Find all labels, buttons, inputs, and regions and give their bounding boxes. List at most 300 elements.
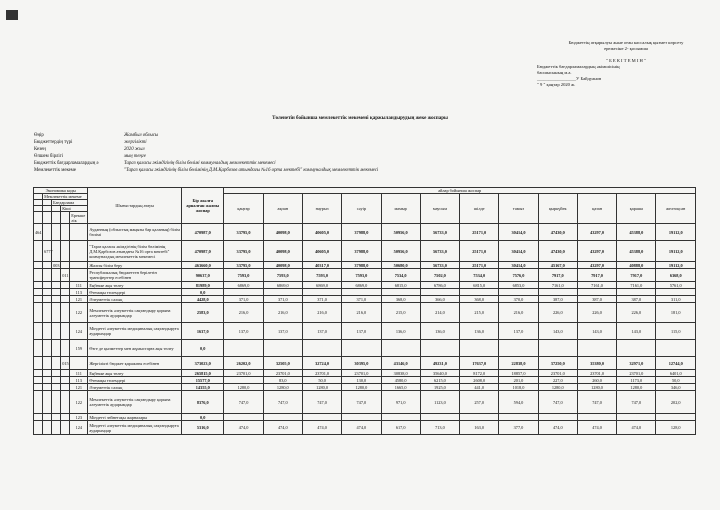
month-cell: 201,0	[499, 377, 538, 384]
spec-header: Ерекше лік	[70, 212, 88, 224]
code-cell	[43, 357, 52, 370]
month-cell: 19112,0	[656, 224, 696, 241]
code-cell	[61, 224, 70, 241]
month-cell: 226,0	[577, 303, 616, 323]
total-cell: 470987,0	[182, 241, 224, 262]
month-cell: 7161,0	[538, 282, 577, 289]
month-cell: 25171,0	[460, 241, 499, 262]
code-cell	[34, 414, 43, 421]
month-cell: 56733,0	[420, 262, 459, 269]
table-row	[34, 357, 696, 370]
name-cell: Мемлекеттік әлеуметтік сақтандыру қорына әлеуметтік аударымдар	[88, 391, 182, 414]
month-cell: 1280,0	[342, 384, 381, 391]
month-cell: 30395,0	[342, 357, 381, 370]
month-cell: 26202,0	[224, 357, 263, 370]
month-cell: 33795,0	[224, 262, 263, 269]
table-row	[34, 377, 696, 384]
month-cell: 7917,0	[617, 269, 656, 282]
month-cell: 163,0	[460, 421, 499, 435]
meta-value: 2020 жыл	[124, 147, 145, 152]
code-cell	[70, 357, 88, 370]
month-cell	[538, 340, 577, 357]
month-cell: 37250,0	[538, 357, 577, 370]
name-cell: Міндетті зейнетақы жарналары	[88, 414, 182, 421]
month-cell: 30414,0	[499, 224, 538, 241]
month-cell: 37988,0	[342, 224, 381, 241]
month-cell: 50,0	[656, 377, 696, 384]
code-cell	[52, 414, 61, 421]
code-cell	[34, 269, 43, 282]
month-cell	[460, 340, 499, 357]
month-cell: 43146,0	[381, 357, 420, 370]
name-cell: Еңбекке ақы төлеу	[88, 282, 182, 289]
month-cell: 47430,0	[538, 224, 577, 241]
month-cell: 115,0	[656, 323, 696, 340]
month-cell: 23701,0	[577, 370, 616, 377]
month-cell: 7917,0	[577, 269, 616, 282]
code-cell	[61, 421, 70, 435]
meta-value: мың теңге	[124, 154, 146, 159]
month-cell: 226,0	[617, 303, 656, 323]
month-cell: 30414,0	[499, 262, 538, 269]
month-header: мамыр	[381, 194, 420, 224]
month-header: ақпан	[263, 194, 302, 224]
month-cell: 30414,0	[499, 241, 538, 262]
table-row	[34, 384, 696, 391]
month-cell: 216,0	[224, 303, 263, 323]
month-cell: 387,0	[538, 296, 577, 303]
month-cell: 23701,0	[302, 370, 341, 377]
total-cell: 265815,0	[182, 370, 224, 377]
table-row	[34, 421, 696, 435]
meta-key: Өлшем бірлігі	[34, 154, 64, 159]
total-cell: 2583,0	[182, 303, 224, 323]
code-cell	[52, 269, 61, 282]
table-row	[34, 224, 696, 241]
month-cell: 23701,0	[617, 370, 656, 377]
month-cell: 137,0	[342, 323, 381, 340]
month-cell: 35380,0	[577, 357, 616, 370]
table-row	[34, 241, 696, 262]
code-cell	[52, 224, 61, 241]
meta-key: Бюджеттердің түрі	[34, 140, 73, 145]
code-cell	[43, 414, 52, 421]
total-cell: 5316,0	[182, 421, 224, 435]
month-cell: 25171,0	[460, 262, 499, 269]
month-cell: 370,0	[499, 296, 538, 303]
month-cell	[617, 414, 656, 421]
approval-line3: Бюджеттік бағдарламалардың әкімшісінің	[537, 64, 620, 69]
month-header: маусым	[420, 194, 459, 224]
month-header: қаңтар	[224, 194, 263, 224]
month-cell: 40098,0	[263, 262, 302, 269]
total-cell: 0,0	[182, 340, 224, 357]
month-cell: 1280,0	[224, 384, 263, 391]
code-cell	[43, 323, 52, 340]
month-cell: 136,0	[381, 323, 420, 340]
month-cell	[224, 340, 263, 357]
month-cell: 7593,0	[342, 269, 381, 282]
month-cell: 371,0	[224, 296, 263, 303]
month-cell	[499, 289, 538, 296]
month-cell: 130,0	[342, 377, 381, 384]
month-cell: 37988,0	[342, 241, 381, 262]
code-cell	[61, 340, 70, 357]
month-cell: 1280,0	[538, 384, 577, 391]
month-cell: 32505,0	[263, 357, 302, 370]
total-cell: 0,0	[182, 414, 224, 421]
month-cell: 216,0	[263, 303, 302, 323]
code-cell	[61, 377, 70, 384]
month-cell: 22838,0	[499, 357, 538, 370]
month-cell: 5761,0	[656, 282, 696, 289]
month-cell: 40317,0	[302, 262, 341, 269]
months-group-header: айлар бойынша жоспар	[224, 188, 696, 194]
document-title: Төленетін бойынша мемлекеттік мекемені қаржыландырудың жеке жоспары	[272, 116, 448, 121]
sub-header: Кіші	[61, 206, 88, 212]
name-cell: Мемлекеттік әлеуметтік сақтандыру қорына әлеуметтік аударымдар	[88, 303, 182, 323]
code-cell	[52, 340, 61, 357]
code-cell	[43, 370, 52, 377]
code-cell	[61, 241, 70, 262]
month-cell	[499, 340, 538, 357]
month-cell	[302, 414, 341, 421]
code-cell	[52, 282, 61, 289]
approval-line2: ережесіне 2- қосымша	[604, 46, 648, 51]
month-cell: 1123,0	[420, 391, 459, 414]
name-cell: "Тараз қаласы әкімдігінің білім бөлімінің Д.М.Қарбозов атындағы №16 орта мектебі" коммуналдық мемлекеттік мекемесі	[88, 241, 182, 262]
code-cell	[52, 384, 61, 391]
month-cell: 474,0	[577, 421, 616, 435]
code-cell	[61, 414, 70, 421]
code-cell	[34, 370, 43, 377]
month-cell	[224, 289, 263, 296]
month-header: қазан	[577, 194, 616, 224]
month-cell: 6215,0	[420, 377, 459, 384]
month-cell: 6786,0	[420, 282, 459, 289]
month-cell	[302, 289, 341, 296]
name-cell: Міндетті әлеуметтік медициналық сақтандыруға аударымдар	[88, 421, 182, 435]
table-row	[34, 323, 696, 340]
month-cell: 25171,0	[460, 224, 499, 241]
month-cell: 143,0	[538, 323, 577, 340]
code-cell	[34, 340, 43, 357]
code-cell	[70, 269, 88, 282]
month-cell: 260,0	[577, 377, 616, 384]
total-cell: 463660,0	[182, 262, 224, 269]
month-cell	[263, 414, 302, 421]
month-cell: 7576,0	[499, 269, 538, 282]
month-cell	[302, 340, 341, 357]
approval-block	[537, 40, 715, 88]
month-cell: 346,0	[656, 384, 696, 391]
month-cell: 23701,0	[342, 370, 381, 377]
month-cell: 366,0	[420, 296, 459, 303]
month-cell	[656, 414, 696, 421]
month-cell: 202,0	[656, 391, 696, 414]
month-cell: 215,0	[381, 303, 420, 323]
month-cell: 1280,0	[263, 384, 302, 391]
month-cell: 136,0	[460, 323, 499, 340]
month-cell: 33795,0	[224, 241, 263, 262]
month-cell: 441,0	[460, 384, 499, 391]
code-cell	[43, 296, 52, 303]
month-cell: 143,0	[577, 323, 616, 340]
code-cell	[43, 340, 52, 357]
code-cell	[43, 303, 52, 323]
month-cell: 40888,0	[617, 262, 656, 269]
code-cell	[34, 241, 43, 262]
code-cell	[43, 384, 52, 391]
code-cell: 122	[70, 303, 88, 323]
month-cell: 216,0	[499, 303, 538, 323]
total-cell: 470987,0	[182, 224, 224, 241]
total-cell: 81989,0	[182, 282, 224, 289]
code-cell: 015	[61, 357, 70, 370]
total-cell: 14355,0	[182, 384, 224, 391]
month-cell	[420, 414, 459, 421]
approval-line4: басшысының м.а.	[537, 70, 572, 75]
approval-line1: Бюджеттің атқарылуы және оған кассалық қызмет көрсету	[568, 40, 684, 45]
month-cell: 7593,0	[302, 269, 341, 282]
code-cell	[43, 289, 52, 296]
month-cell: 1018,0	[499, 384, 538, 391]
code-cell	[43, 269, 52, 282]
month-cell: 1280,0	[617, 384, 656, 391]
code-cell	[61, 384, 70, 391]
month-cell: 387,0	[617, 296, 656, 303]
code-cell	[34, 289, 43, 296]
month-cell	[656, 289, 696, 296]
table-row	[34, 296, 696, 303]
month-cell	[224, 414, 263, 421]
month-cell	[617, 340, 656, 357]
month-cell	[381, 289, 420, 296]
month-cell: 137,0	[224, 323, 263, 340]
table-row	[34, 370, 696, 377]
month-cell: 47430,0	[538, 241, 577, 262]
month-cell	[656, 340, 696, 357]
table-row	[34, 262, 696, 269]
month-cell	[342, 414, 381, 421]
table-row	[34, 391, 696, 414]
code-cell: 003	[53, 262, 60, 268]
month-cell	[420, 289, 459, 296]
total-cell: 4428,0	[182, 296, 224, 303]
month-cell: 594,0	[499, 391, 538, 414]
month-cell	[263, 340, 302, 357]
month-cell: 377,0	[499, 421, 538, 435]
total-cell: 15577,0	[182, 377, 224, 384]
meta-key: Мемлекеттік мекеме	[34, 168, 76, 173]
month-cell: 56733,0	[420, 224, 459, 241]
name-cell: Өтемақы төлемдері	[88, 377, 182, 384]
month-cell: 1280,0	[577, 384, 616, 391]
month-cell: 40605,0	[302, 241, 341, 262]
program-header: Бағдарлама	[52, 200, 88, 206]
month-cell: 6368,0	[656, 269, 696, 282]
code-cell	[34, 296, 43, 303]
meta-value: "Тараз қаласы әкімдігінің білім бөлімінің Д.М.Қарбозов атындағы №16 орта мектебі" коммуналдық мемлекеттік мекемесі	[124, 168, 379, 173]
code-cell	[52, 357, 61, 370]
month-cell: 387,0	[577, 296, 616, 303]
month-header: қыркүйек	[538, 194, 577, 224]
table-row	[34, 289, 696, 296]
code-cell	[61, 296, 70, 303]
month-cell	[460, 289, 499, 296]
month-cell: 136,0	[420, 323, 459, 340]
code-cell	[52, 391, 61, 414]
code-cell	[34, 421, 43, 435]
month-cell	[577, 414, 616, 421]
code-cell	[61, 289, 70, 296]
month-cell: 474,0	[224, 421, 263, 435]
month-cell: 181,0	[656, 303, 696, 323]
code-cell	[61, 323, 70, 340]
code-cell	[52, 370, 61, 377]
month-cell: 7161,0	[617, 282, 656, 289]
code-cell: 111	[70, 282, 88, 289]
month-cell: 6401,0	[656, 370, 696, 377]
month-header: қараша	[617, 194, 656, 224]
month-cell: 23701,0	[224, 370, 263, 377]
month-cell: 7917,0	[538, 269, 577, 282]
month-header: тамыз	[499, 194, 538, 224]
month-cell: 713,0	[420, 421, 459, 435]
month-cell: 6815,0	[460, 282, 499, 289]
month-cell: 19112,0	[656, 262, 696, 269]
month-cell: 6815,0	[381, 282, 420, 289]
code-cell	[34, 377, 43, 384]
code-cell: 124	[70, 421, 88, 435]
month-cell: 19112,0	[656, 241, 696, 262]
month-cell: 747,0	[224, 391, 263, 414]
month-cell: 137,0	[302, 323, 341, 340]
month-cell: 43297,0	[577, 262, 616, 269]
code-cell	[52, 289, 61, 296]
month-cell: 1173,0	[617, 377, 656, 384]
month-cell: 7593,0	[224, 269, 263, 282]
month-cell: 50956,0	[381, 224, 420, 241]
name-cell: Әлеуметтік салық	[88, 384, 182, 391]
total-cell: 0,0	[182, 289, 224, 296]
month-cell: 32724,0	[302, 357, 341, 370]
code-cell	[43, 421, 52, 435]
total-cell: 1637,0	[182, 323, 224, 340]
code-cell	[61, 282, 70, 289]
month-cell: 45388,0	[617, 224, 656, 241]
month-cell: 37988,0	[342, 262, 381, 269]
month-cell: 30838,0	[381, 370, 420, 377]
approval-line6: " 9 " қаңтар 2020 ж.	[537, 82, 576, 87]
month-cell: 143,0	[617, 323, 656, 340]
code-cell	[34, 323, 43, 340]
month-cell: 50,0	[302, 377, 341, 384]
month-cell: 23701,0	[538, 370, 577, 377]
month-cell: 8172,0	[460, 370, 499, 377]
code-cell: 121	[70, 384, 88, 391]
plan-table	[33, 187, 696, 435]
month-cell: 56733,0	[420, 241, 459, 262]
code-cell	[70, 262, 88, 269]
code-cell: 113	[70, 289, 88, 296]
month-cell: 40098,0	[263, 241, 302, 262]
month-cell: 747,0	[342, 391, 381, 414]
name-cell: Республикалық бюджеттен берілетін трансферттер есебінен	[88, 269, 182, 282]
month-cell: 6869,0	[263, 282, 302, 289]
month-cell: 17637,0	[460, 357, 499, 370]
month-cell: 371,0	[263, 296, 302, 303]
total-cell: 90637,0	[182, 269, 224, 282]
code-cell	[43, 391, 52, 414]
state-inst-header: Мемлекеттік мекеме	[43, 194, 88, 200]
corner-mark	[6, 10, 18, 20]
code-cell	[70, 224, 88, 241]
month-cell: 215,0	[460, 303, 499, 323]
code-cell	[43, 282, 52, 289]
month-cell: 1925,0	[420, 384, 459, 391]
month-cell: 32971,0	[617, 357, 656, 370]
code-cell: 121	[70, 296, 88, 303]
code-cell	[61, 303, 70, 323]
month-cell: 474,0	[342, 421, 381, 435]
month-cell: 137,0	[263, 323, 302, 340]
code-cell: 123	[70, 414, 88, 421]
month-cell: 474,0	[538, 421, 577, 435]
meta-value: Жамбыл облысы	[124, 133, 159, 138]
month-cell: 747,0	[617, 391, 656, 414]
month-header: шілде	[460, 194, 499, 224]
month-cell: 43297,0	[577, 241, 616, 262]
month-cell: 40605,0	[302, 224, 341, 241]
code-cell: 113	[70, 377, 88, 384]
month-cell: 617,0	[381, 421, 420, 435]
code-cell	[43, 224, 52, 241]
month-cell	[460, 414, 499, 421]
month-cell	[224, 377, 263, 384]
code-cell	[52, 303, 61, 323]
month-cell: 214,0	[420, 303, 459, 323]
month-cell: 216,0	[302, 303, 341, 323]
total-header: Бір жылға арналған жалпы жоспар	[182, 188, 224, 224]
code-cell	[34, 384, 43, 391]
month-cell: 747,0	[263, 391, 302, 414]
meta-key: Өңір	[34, 133, 44, 138]
month-cell	[617, 289, 656, 296]
month-header: наурыз	[302, 194, 341, 224]
name-header: Шығыстардың атауы	[88, 188, 182, 224]
month-cell	[263, 289, 302, 296]
month-cell: 368,0	[381, 296, 420, 303]
month-header: сәуір	[342, 194, 381, 224]
month-cell	[538, 414, 577, 421]
month-cell: 45167,0	[538, 262, 577, 269]
meta-value: жергілікті	[124, 140, 147, 145]
name-cell: Өтемақы төлемдері	[88, 289, 182, 296]
month-cell: 7161,0	[577, 282, 616, 289]
month-cell: 83,0	[263, 377, 302, 384]
meta-key: Бюджеттік бағдарламалардың ә	[34, 161, 99, 166]
month-cell: 50680,0	[381, 262, 420, 269]
month-cell: 6853,0	[499, 282, 538, 289]
name-cell: Жалпы білім беру	[88, 262, 182, 269]
month-cell: 2608,0	[460, 377, 499, 384]
month-cell	[342, 340, 381, 357]
month-cell: 50956,0	[381, 241, 420, 262]
table-row	[34, 269, 696, 282]
month-cell: 311,0	[656, 296, 696, 303]
code-cell: 111	[70, 370, 88, 377]
